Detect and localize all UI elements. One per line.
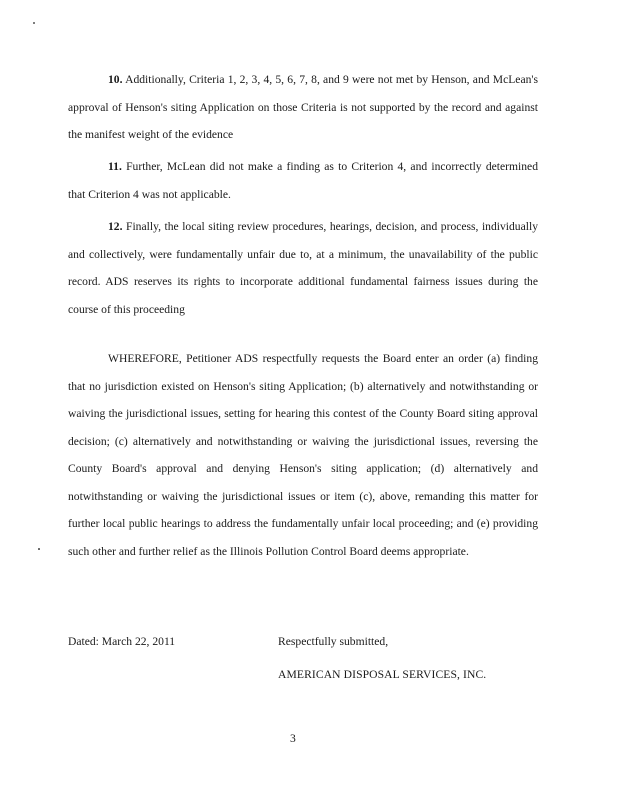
paragraph-text: Finally, the local siting review procedures, hearings, decision, and process, individually and collectively, were fundamentally unfair due to, at a minimum, the unavailability of the public record. ADS reserves its rights to incorporate additional fundamental fairness issues during the course of this proceeding xyxy=(68,220,538,316)
company-name: AMERICAN DISPOSAL SERVICES, INC. xyxy=(278,668,487,681)
scan-speck xyxy=(33,22,35,24)
paragraph-number: 10. xyxy=(108,73,123,86)
paragraph-10 xyxy=(68,66,538,149)
paragraph-number: 11. xyxy=(108,160,122,173)
wherefore-clause xyxy=(68,345,538,565)
paragraph-number: 12. xyxy=(108,220,123,233)
closing-line: Respectfully submitted, xyxy=(278,635,389,648)
paragraph-12 xyxy=(68,213,538,323)
paragraph-text: Further, McLean did not make a finding as to Criterion 4, and incorrectly determined that Criterion 4 was not applicable. xyxy=(68,160,538,201)
page-number: 3 xyxy=(290,732,296,745)
scan-speck xyxy=(38,548,40,550)
wherefore-text: WHEREFORE, Petitioner ADS respectfully requests the Board enter an order (a) finding that no jurisdiction existed on Henson's siting Application; (b) alternatively and notwithstanding or waiving the jurisdictional issues, setting for hearing this contest of the County Board siting approval decision; (c) alternatively and notwithstanding or waiving the jurisdictional issues, reversing the County Board's approval and denying Henson's siting application; (d) alternatively and notwithstanding or waiving the jurisdictional issues or item (c), above, remanding this matter for further local public hearings to address the fundamentally unfair local proceeding; and (e) providing such other and further relief as the Illinois Pollution Control Board deems appropriate. xyxy=(68,352,538,558)
dated-line: Dated: March 22, 2011 xyxy=(68,635,176,648)
paragraph-text: Additionally, Criteria 1, 2, 3, 4, 5, 6, 7, 8, and 9 were not met by Henson, and McLean's approval of Henson's siting Application on those Criteria is not supported by the record and against the manifest weight of the evidence xyxy=(68,73,538,141)
paragraph-11 xyxy=(68,153,538,208)
